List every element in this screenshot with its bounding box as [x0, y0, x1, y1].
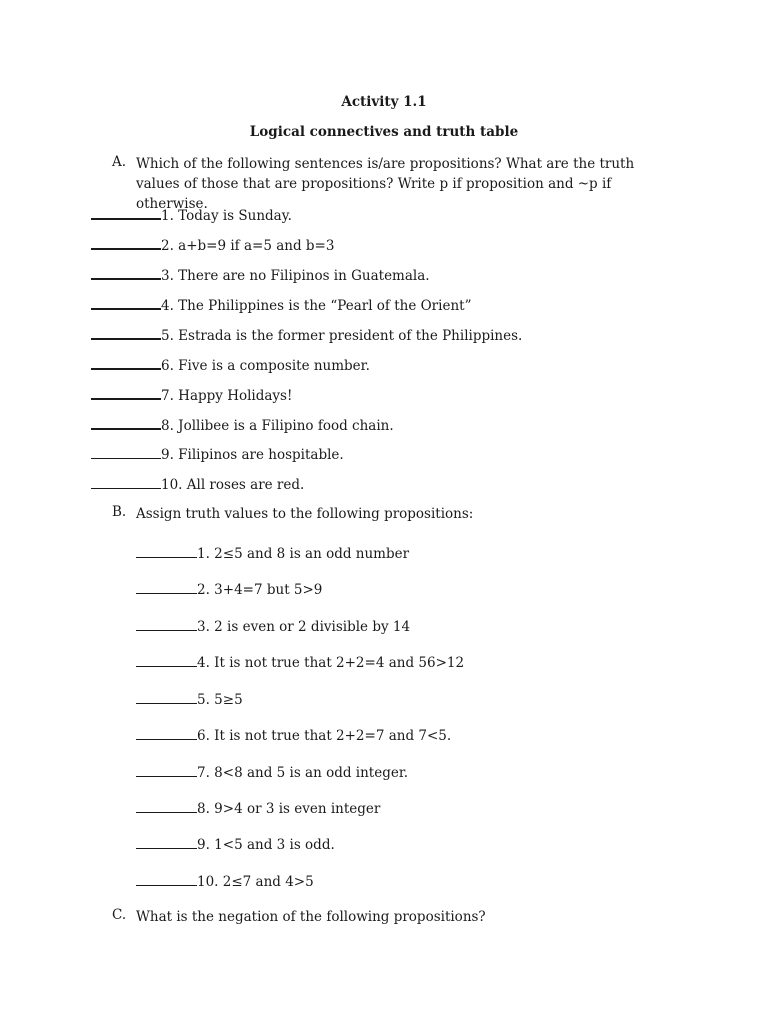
page-title: Activity 1.1	[341, 94, 427, 110]
section-b-letter: B.	[112, 504, 127, 520]
item-text: 3. There are no Filipinos in Guatemala.	[161, 268, 430, 284]
section-a-item	[91, 264, 430, 284]
answer-blank[interactable]	[136, 652, 197, 667]
section-b-item	[136, 834, 335, 853]
item-text: 7. Happy Holidays!	[161, 388, 293, 404]
section-b-item	[136, 652, 464, 671]
item-text: 2. 3+4=7 but 5>9	[197, 582, 323, 598]
answer-blank[interactable]	[91, 384, 161, 400]
item-text: 4. The Philippines is the “Pearl of the Orient”	[161, 298, 472, 314]
answer-blank[interactable]	[91, 294, 161, 310]
section-b-instruction: Assign truth values to the following propositions:	[136, 506, 474, 522]
section-a-item	[91, 204, 292, 224]
section-c-letter: C.	[112, 907, 127, 923]
section-a-item	[91, 354, 370, 374]
item-text: 10. All roses are red.	[161, 477, 305, 493]
answer-blank[interactable]	[136, 871, 197, 886]
answer-blank[interactable]	[91, 414, 161, 430]
answer-blank[interactable]	[136, 798, 197, 813]
section-a-item	[91, 324, 522, 344]
answer-blank[interactable]	[91, 234, 161, 250]
section-b-item	[136, 689, 243, 708]
section-a-item	[91, 474, 304, 493]
item-text: 9. 1<5 and 3 is odd.	[197, 837, 335, 853]
answer-blank[interactable]	[91, 444, 161, 459]
answer-blank[interactable]	[136, 579, 197, 594]
answer-blank[interactable]	[91, 204, 161, 220]
item-text: 6. Five is a composite number.	[161, 358, 370, 374]
section-b-item	[136, 543, 409, 562]
section-a-letter: A.	[112, 154, 127, 170]
section-a-item	[91, 384, 292, 404]
item-text: 8. Jollibee is a Filipino food chain.	[161, 418, 394, 434]
section-a-item	[91, 444, 344, 463]
section-b-item	[136, 871, 314, 890]
answer-blank[interactable]	[136, 616, 197, 631]
item-text: 5. Estrada is the former president of the Philippines.	[161, 328, 523, 344]
answer-blank[interactable]	[91, 264, 161, 280]
answer-blank[interactable]	[136, 725, 197, 740]
item-text: 1. 2≤5 and 8 is an odd number	[197, 546, 410, 562]
item-text: 8. 9>4 or 3 is even integer	[197, 801, 381, 817]
answer-blank[interactable]	[136, 834, 197, 849]
item-text: 4. It is not true that 2+2=4 and 56>12	[197, 655, 465, 671]
item-text: 5. 5≥5	[197, 692, 243, 708]
section-b-item	[136, 579, 322, 598]
item-text: 1. Today is Sunday.	[161, 208, 292, 224]
item-text: 9. Filipinos are hospitable.	[161, 447, 344, 463]
answer-blank[interactable]	[91, 324, 161, 340]
answer-blank[interactable]	[91, 474, 161, 489]
item-text: 2. a+b=9 if a=5 and b=3	[161, 238, 335, 254]
section-b-item	[136, 725, 451, 744]
section-a-item	[91, 234, 334, 254]
item-text: 3. 2 is even or 2 divisible by 14	[197, 619, 411, 635]
section-a-item	[91, 414, 394, 434]
section-a-instruction: Which of the following sentences is/are propositions? What are the truth values of those that are propositions? Write p if proposition and ~p if otherwise.	[136, 156, 635, 212]
section-c-instruction: What is the negation of the following propositions?	[136, 909, 486, 925]
item-text: 7. 8<8 and 5 is an odd integer.	[197, 765, 409, 781]
item-text: 6. It is not true that 2+2=7 and 7<5.	[197, 728, 452, 744]
answer-blank[interactable]	[136, 543, 197, 558]
page-subtitle: Logical connectives and truth table	[249, 124, 519, 140]
section-b-item	[136, 616, 410, 635]
section-b-item	[136, 798, 380, 817]
answer-blank[interactable]	[136, 762, 197, 777]
item-text: 10. 2≤7 and 4>5	[197, 874, 314, 890]
answer-blank[interactable]	[136, 689, 197, 704]
section-b-item	[136, 762, 408, 781]
answer-blank[interactable]	[91, 354, 161, 370]
section-a-item	[91, 294, 471, 314]
